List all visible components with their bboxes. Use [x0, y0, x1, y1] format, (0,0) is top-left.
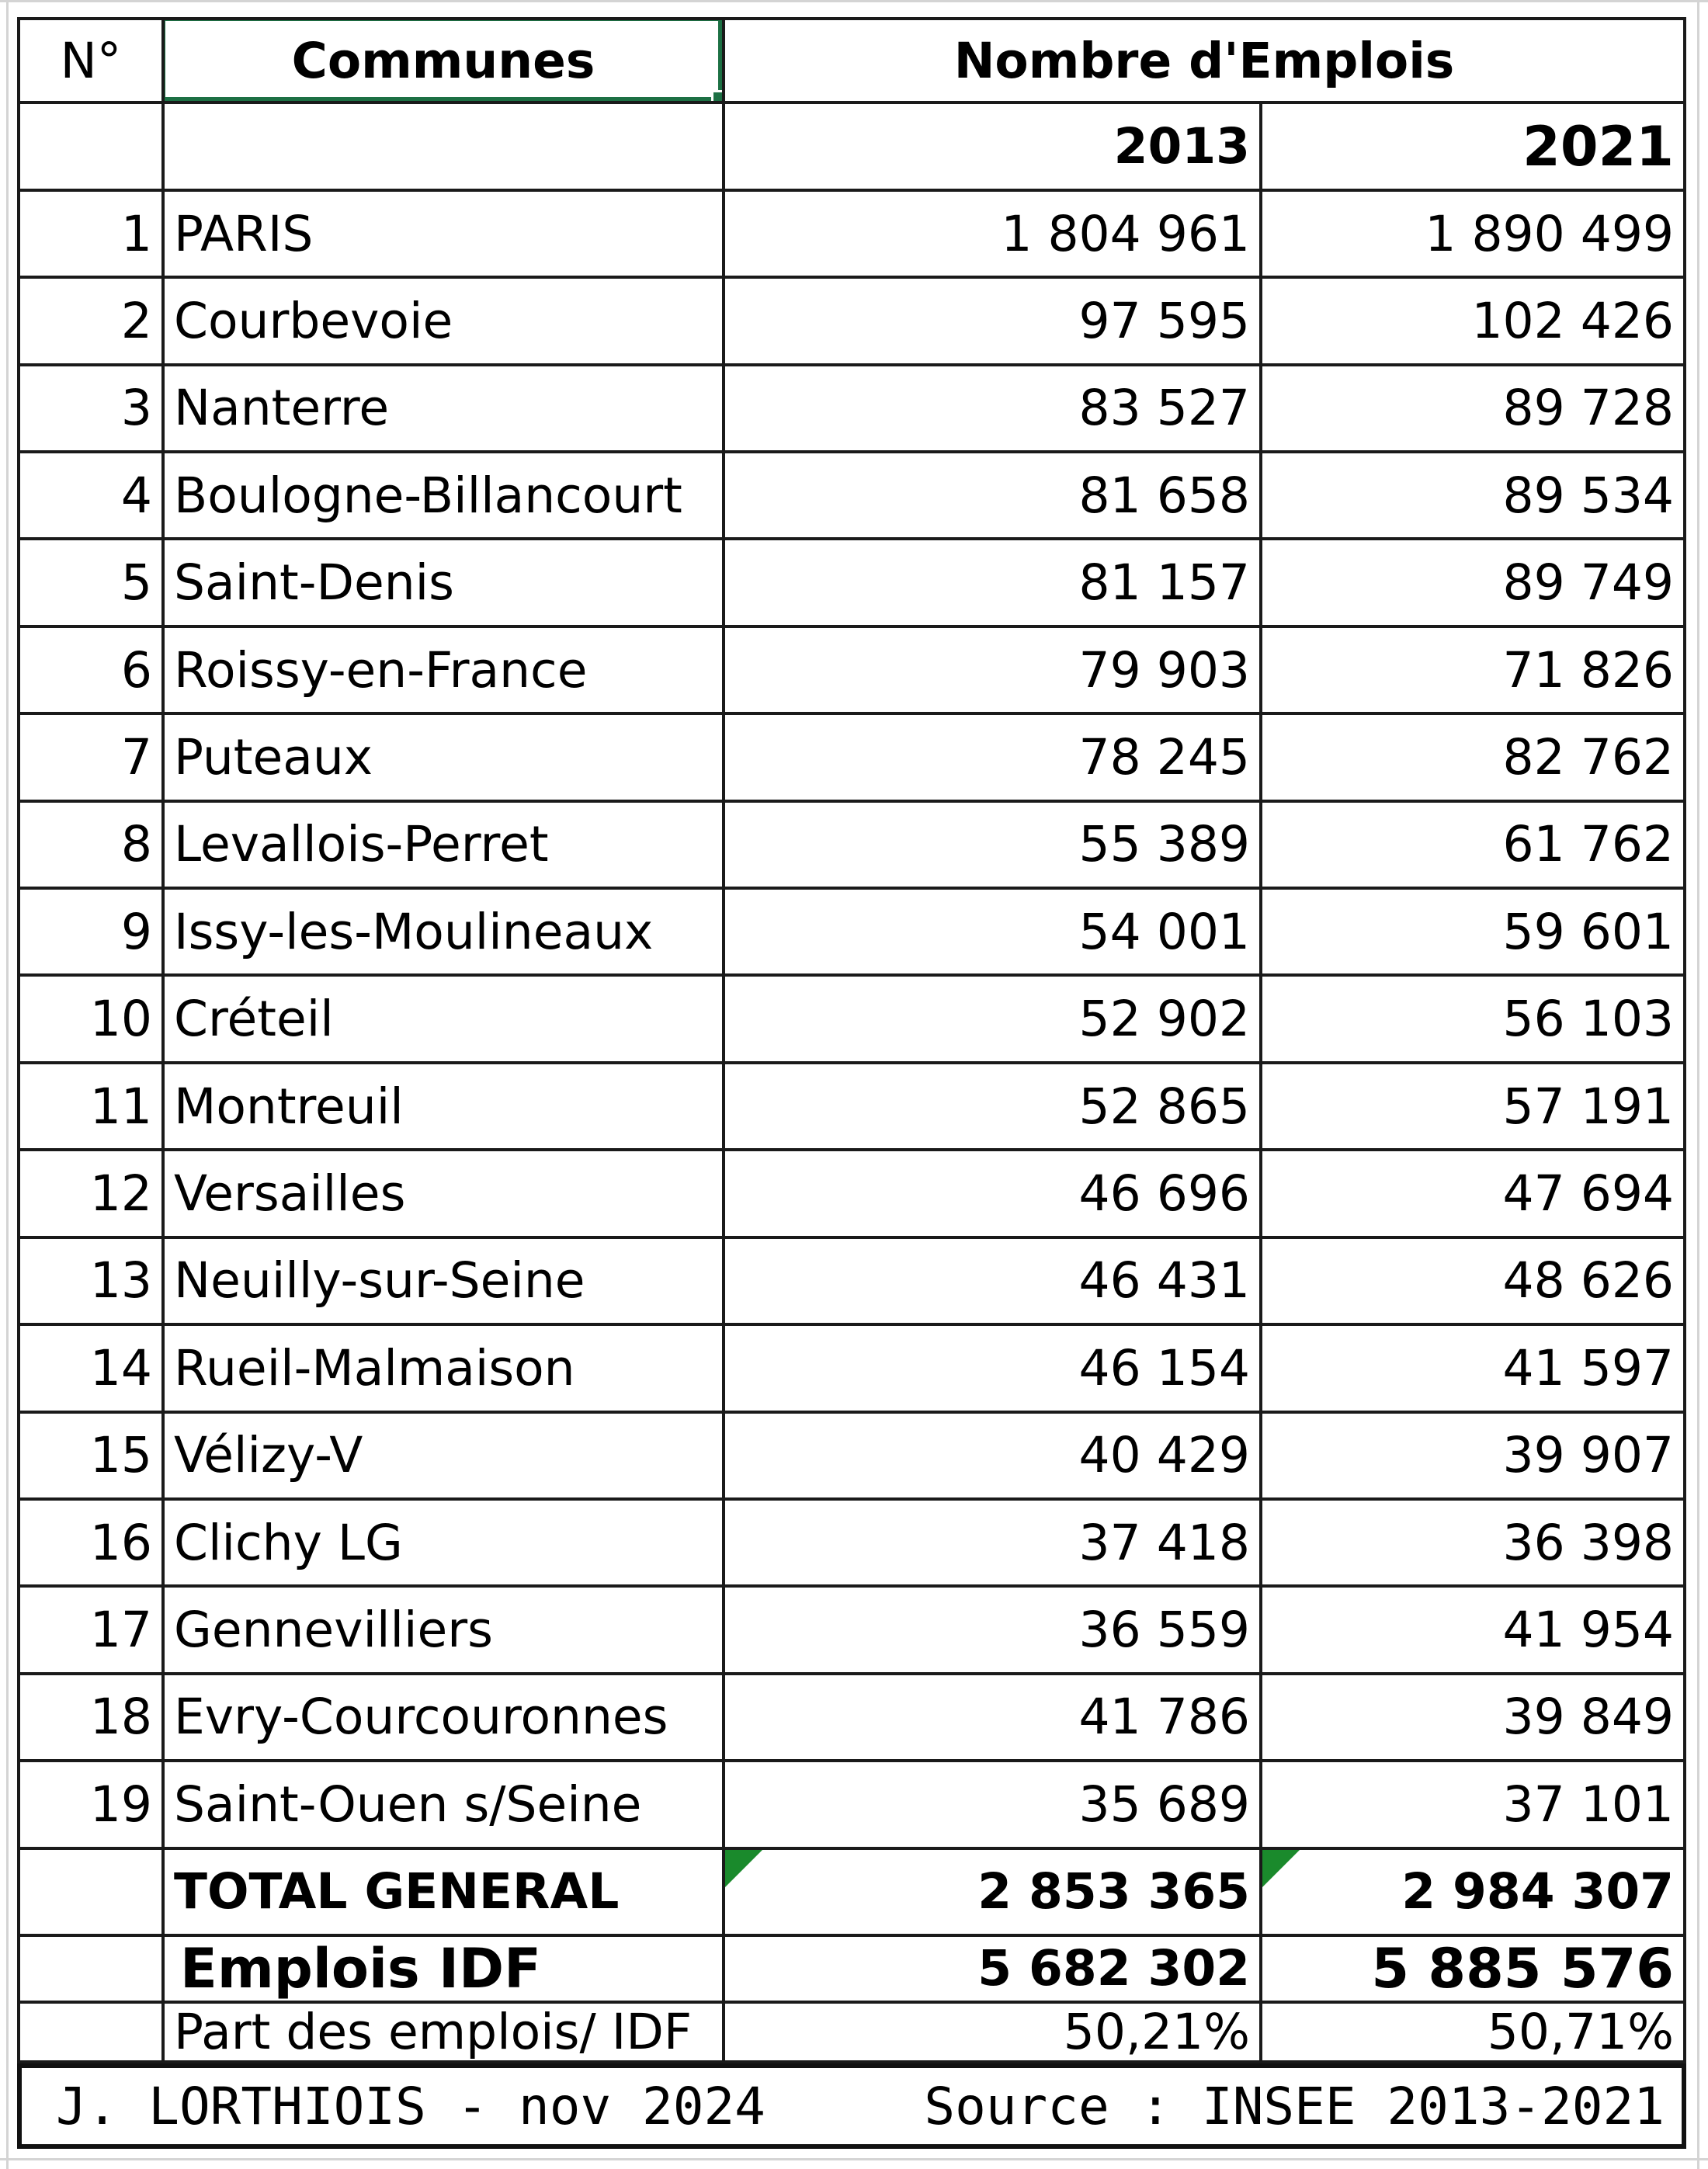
jobs-2021[interactable]: 59 601 [1262, 890, 1686, 977]
jobs-2021[interactable]: 36 398 [1262, 1501, 1686, 1588]
row-number[interactable]: 2 [17, 279, 165, 366]
row-number[interactable]: 3 [17, 366, 165, 453]
commune-name[interactable]: Puteaux [165, 715, 725, 802]
spreadsheet-table [17, 17, 1686, 2063]
jobs-2021[interactable]: 48 626 [1262, 1239, 1686, 1326]
jobs-2021[interactable]: 89 534 [1262, 453, 1686, 540]
jobs-2013[interactable]: 46 431 [725, 1239, 1262, 1326]
share-2013[interactable]: 50,21% [725, 2004, 1262, 2063]
total-2021[interactable] [1262, 1850, 1686, 1937]
idf-label[interactable]: Emplois IDF [165, 1937, 725, 2004]
row-number[interactable]: 12 [17, 1151, 165, 1238]
header-year-2013[interactable]: 2013 [725, 104, 1262, 191]
row-number[interactable]: 19 [17, 1762, 165, 1849]
jobs-2021[interactable]: 56 103 [1262, 977, 1686, 1064]
row-number[interactable]: 17 [17, 1588, 165, 1674]
commune-name[interactable]: Versailles [165, 1151, 725, 1238]
header-no[interactable]: N° [17, 17, 165, 104]
commune-name[interactable]: Vélizy-V [165, 1414, 725, 1501]
fill-handle[interactable] [711, 90, 725, 104]
share-label[interactable]: Part des emplois/ IDF [165, 2004, 725, 2063]
share-2021[interactable]: 50,71% [1262, 2004, 1686, 2063]
header-no-empty[interactable] [17, 104, 165, 191]
commune-name[interactable]: Clichy LG [165, 1501, 725, 1588]
jobs-2021[interactable]: 47 694 [1262, 1151, 1686, 1238]
commune-name[interactable]: PARIS [165, 192, 725, 279]
row-number[interactable]: 8 [17, 803, 165, 890]
jobs-2021[interactable]: 39 907 [1262, 1414, 1686, 1501]
commune-name[interactable]: Levallois-Perret [165, 803, 725, 890]
commune-name[interactable]: Roissy-en-France [165, 628, 725, 715]
jobs-2013[interactable]: 54 001 [725, 890, 1262, 977]
total-2013-value: 2 853 365 [977, 1863, 1250, 1921]
commune-name[interactable]: Créteil [165, 977, 725, 1064]
jobs-2013[interactable]: 55 389 [725, 803, 1262, 890]
row-number[interactable]: 15 [17, 1414, 165, 1501]
jobs-2021[interactable]: 37 101 [1262, 1762, 1686, 1849]
idf-2021[interactable]: 5 885 576 [1262, 1937, 1686, 2004]
jobs-2013[interactable]: 81 658 [725, 453, 1262, 540]
jobs-2021[interactable]: 61 762 [1262, 803, 1686, 890]
header-year-2021[interactable]: 2021 [1262, 104, 1686, 191]
commune-name[interactable]: Montreuil [165, 1064, 725, 1151]
idf-no-empty[interactable] [17, 1937, 165, 2004]
jobs-2021[interactable]: 41 954 [1262, 1588, 1686, 1674]
jobs-2013[interactable]: 35 689 [725, 1762, 1262, 1849]
total-2013[interactable] [725, 1850, 1262, 1937]
jobs-2021[interactable]: 39 849 [1262, 1675, 1686, 1762]
jobs-2013[interactable]: 37 418 [725, 1501, 1262, 1588]
row-number[interactable]: 6 [17, 628, 165, 715]
row-number[interactable]: 18 [17, 1675, 165, 1762]
jobs-2013[interactable]: 41 786 [725, 1675, 1262, 1762]
jobs-2013[interactable]: 46 154 [725, 1326, 1262, 1413]
header-communes[interactable] [165, 17, 725, 104]
jobs-2013[interactable]: 81 157 [725, 540, 1262, 627]
jobs-2021[interactable]: 102 426 [1262, 279, 1686, 366]
commune-name[interactable]: Saint-Denis [165, 540, 725, 627]
total-label[interactable]: TOTAL GENERAL [165, 1850, 725, 1937]
row-number[interactable]: 4 [17, 453, 165, 540]
jobs-2021[interactable]: 71 826 [1262, 628, 1686, 715]
footer-source: Source : INSEE 2013-2021 [924, 2076, 1665, 2136]
jobs-2013[interactable]: 52 902 [725, 977, 1262, 1064]
row-number[interactable]: 1 [17, 192, 165, 279]
row-number[interactable]: 10 [17, 977, 165, 1064]
header-communes-label: Communes [291, 32, 595, 89]
row-number[interactable]: 7 [17, 715, 165, 802]
footer-author: J. LORTHIOIS - nov 2024 [56, 2076, 765, 2136]
jobs-2021[interactable]: 1 890 499 [1262, 192, 1686, 279]
jobs-2013[interactable]: 78 245 [725, 715, 1262, 802]
total-no-empty[interactable] [17, 1850, 165, 1937]
commune-name[interactable]: Neuilly-sur-Seine [165, 1239, 725, 1326]
row-number[interactable]: 11 [17, 1064, 165, 1151]
jobs-2021[interactable]: 57 191 [1262, 1064, 1686, 1151]
commune-name[interactable]: Issy-les-Moulineaux [165, 890, 725, 977]
jobs-2013[interactable]: 52 865 [725, 1064, 1262, 1151]
header-communes-empty[interactable] [165, 104, 725, 191]
jobs-2013[interactable]: 1 804 961 [725, 192, 1262, 279]
jobs-2013[interactable]: 40 429 [725, 1414, 1262, 1501]
jobs-2013[interactable]: 36 559 [725, 1588, 1262, 1674]
header-emplois[interactable]: Nombre d'Emplois [725, 17, 1686, 104]
row-number[interactable]: 16 [17, 1501, 165, 1588]
row-number[interactable]: 5 [17, 540, 165, 627]
idf-2013[interactable]: 5 682 302 [725, 1937, 1262, 2004]
jobs-2021[interactable]: 82 762 [1262, 715, 1686, 802]
jobs-2013[interactable]: 79 903 [725, 628, 1262, 715]
error-indicator-icon[interactable] [725, 1850, 762, 1887]
row-number[interactable]: 14 [17, 1326, 165, 1413]
commune-name[interactable]: Rueil-Malmaison [165, 1326, 725, 1413]
row-number[interactable]: 9 [17, 890, 165, 977]
jobs-2021[interactable]: 89 749 [1262, 540, 1686, 627]
jobs-2021[interactable]: 89 728 [1262, 366, 1686, 453]
error-indicator-icon[interactable] [1262, 1850, 1300, 1887]
share-no-empty[interactable] [17, 2004, 165, 2063]
jobs-2013[interactable]: 83 527 [725, 366, 1262, 453]
commune-name[interactable]: Nanterre [165, 366, 725, 453]
commune-name[interactable]: Gennevilliers [165, 1588, 725, 1674]
jobs-2013[interactable]: 97 595 [725, 279, 1262, 366]
jobs-2021[interactable]: 41 597 [1262, 1326, 1686, 1413]
row-number[interactable]: 13 [17, 1239, 165, 1326]
jobs-2013[interactable]: 46 696 [725, 1151, 1262, 1238]
commune-name[interactable]: Evry-Courcouronnes [165, 1675, 725, 1762]
footer-credits [17, 2063, 1686, 2149]
commune-name[interactable]: Courbevoie [165, 279, 725, 366]
total-2021-value: 2 984 307 [1401, 1863, 1674, 1921]
commune-name[interactable]: Saint-Ouen s/Seine [165, 1762, 725, 1849]
commune-name[interactable]: Boulogne-Billancourt [165, 453, 725, 540]
